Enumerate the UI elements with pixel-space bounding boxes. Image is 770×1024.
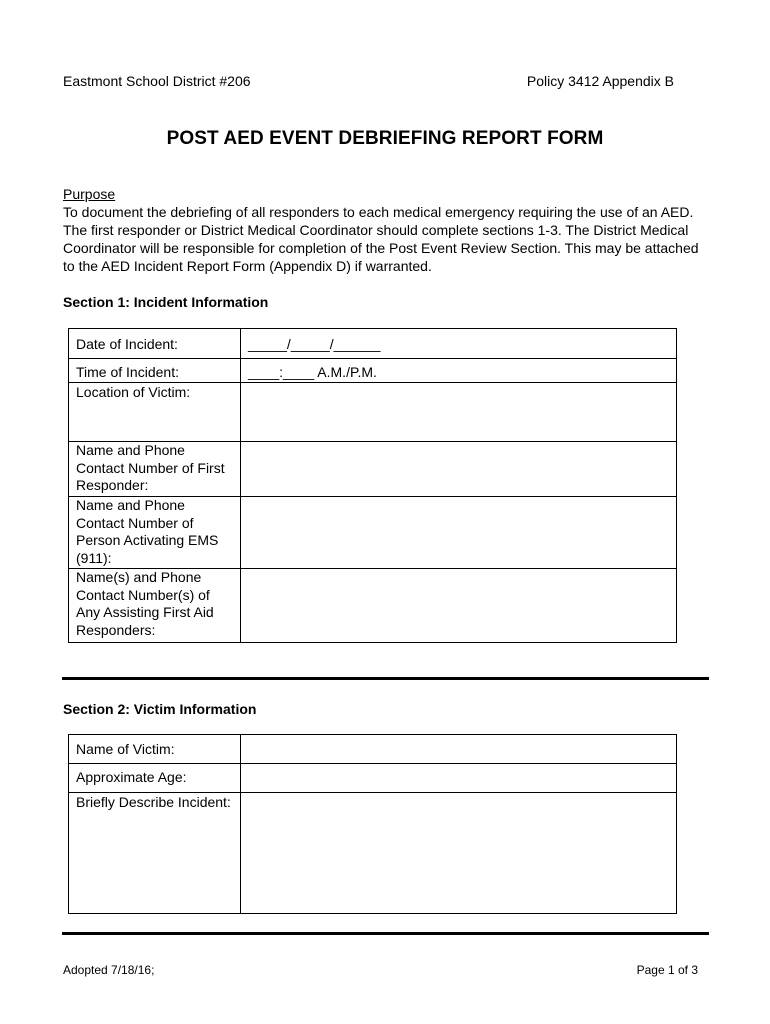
ems-activator-label: Name and Phone Contact Number of Person Activating EMS (911): (76, 497, 219, 566)
purpose-heading: Purpose (63, 186, 116, 202)
section-divider (62, 677, 709, 680)
field-label (69, 359, 241, 383)
assisting-responders-label: Name(s) and Phone Contact Number(s) of Any Assisting First Aid Responders: (76, 569, 214, 638)
approximate-age-label: Approximate Age: (76, 769, 187, 785)
table-row (69, 735, 677, 764)
table-row (69, 497, 677, 569)
location-of-victim-field[interactable] (241, 383, 677, 442)
first-responder-field[interactable] (241, 442, 677, 497)
first-responder-label: Name and Phone Contact Number of First Responder: (76, 442, 225, 493)
field-label (69, 764, 241, 793)
location-of-victim-label: Location of Victim: (76, 384, 191, 400)
incident-description-label: Briefly Describe Incident: (76, 794, 231, 810)
time-of-incident-blank: ____:____ A.M./P.M. (248, 364, 377, 380)
approximate-age-field[interactable] (241, 764, 677, 793)
ems-activator-field[interactable] (241, 497, 677, 569)
field-label (69, 329, 241, 359)
table-row (69, 329, 677, 359)
date-of-incident-label: Date of Incident: (76, 336, 178, 352)
page-number: Page 1 of 3 (636, 963, 698, 977)
field-label (69, 383, 241, 442)
form-title: POST AED EVENT DEBRIEFING REPORT FORM (166, 128, 604, 149)
table-row (69, 764, 677, 793)
date-of-incident-blank: _____/_____/______ (248, 336, 381, 352)
table-row (69, 442, 677, 497)
district-name: Eastmont School District #206 (63, 73, 251, 89)
name-of-victim-field[interactable] (241, 735, 677, 764)
purpose-block (63, 185, 713, 275)
field-label (69, 497, 241, 569)
field-label (69, 442, 241, 497)
time-of-incident-field[interactable] (241, 359, 677, 383)
table-row (69, 569, 677, 643)
table-row (69, 383, 677, 442)
adopted-date: Adopted 7/18/16; (63, 963, 155, 977)
date-of-incident-field[interactable] (241, 329, 677, 359)
footer-divider (62, 932, 709, 935)
section-2-heading: Section 2: Victim Information (63, 701, 257, 717)
assisting-responders-field[interactable] (241, 569, 677, 643)
incident-description-field[interactable] (241, 793, 677, 914)
purpose-text: To document the debriefing of all responders to each medical emergency requiring the use of an AED. The first responder or District Medical Coordinator should complete sections 1-3. The District Medical Coordinator will be responsible for completion of the Post Event Review Section. This may be attached to the AED Incident Report Form (Appendix D) if warranted. (63, 204, 699, 274)
field-label (69, 735, 241, 764)
time-of-incident-label: Time of Incident: (76, 364, 179, 380)
field-label (69, 569, 241, 643)
table-row (69, 793, 677, 914)
table-row (69, 359, 677, 383)
name-of-victim-label: Name of Victim: (76, 741, 175, 757)
incident-information-table (68, 328, 677, 643)
section-1-heading: Section 1: Incident Information (63, 294, 269, 310)
victim-information-table (68, 734, 677, 914)
policy-reference: Policy 3412 Appendix B (526, 73, 674, 89)
field-label (69, 793, 241, 914)
